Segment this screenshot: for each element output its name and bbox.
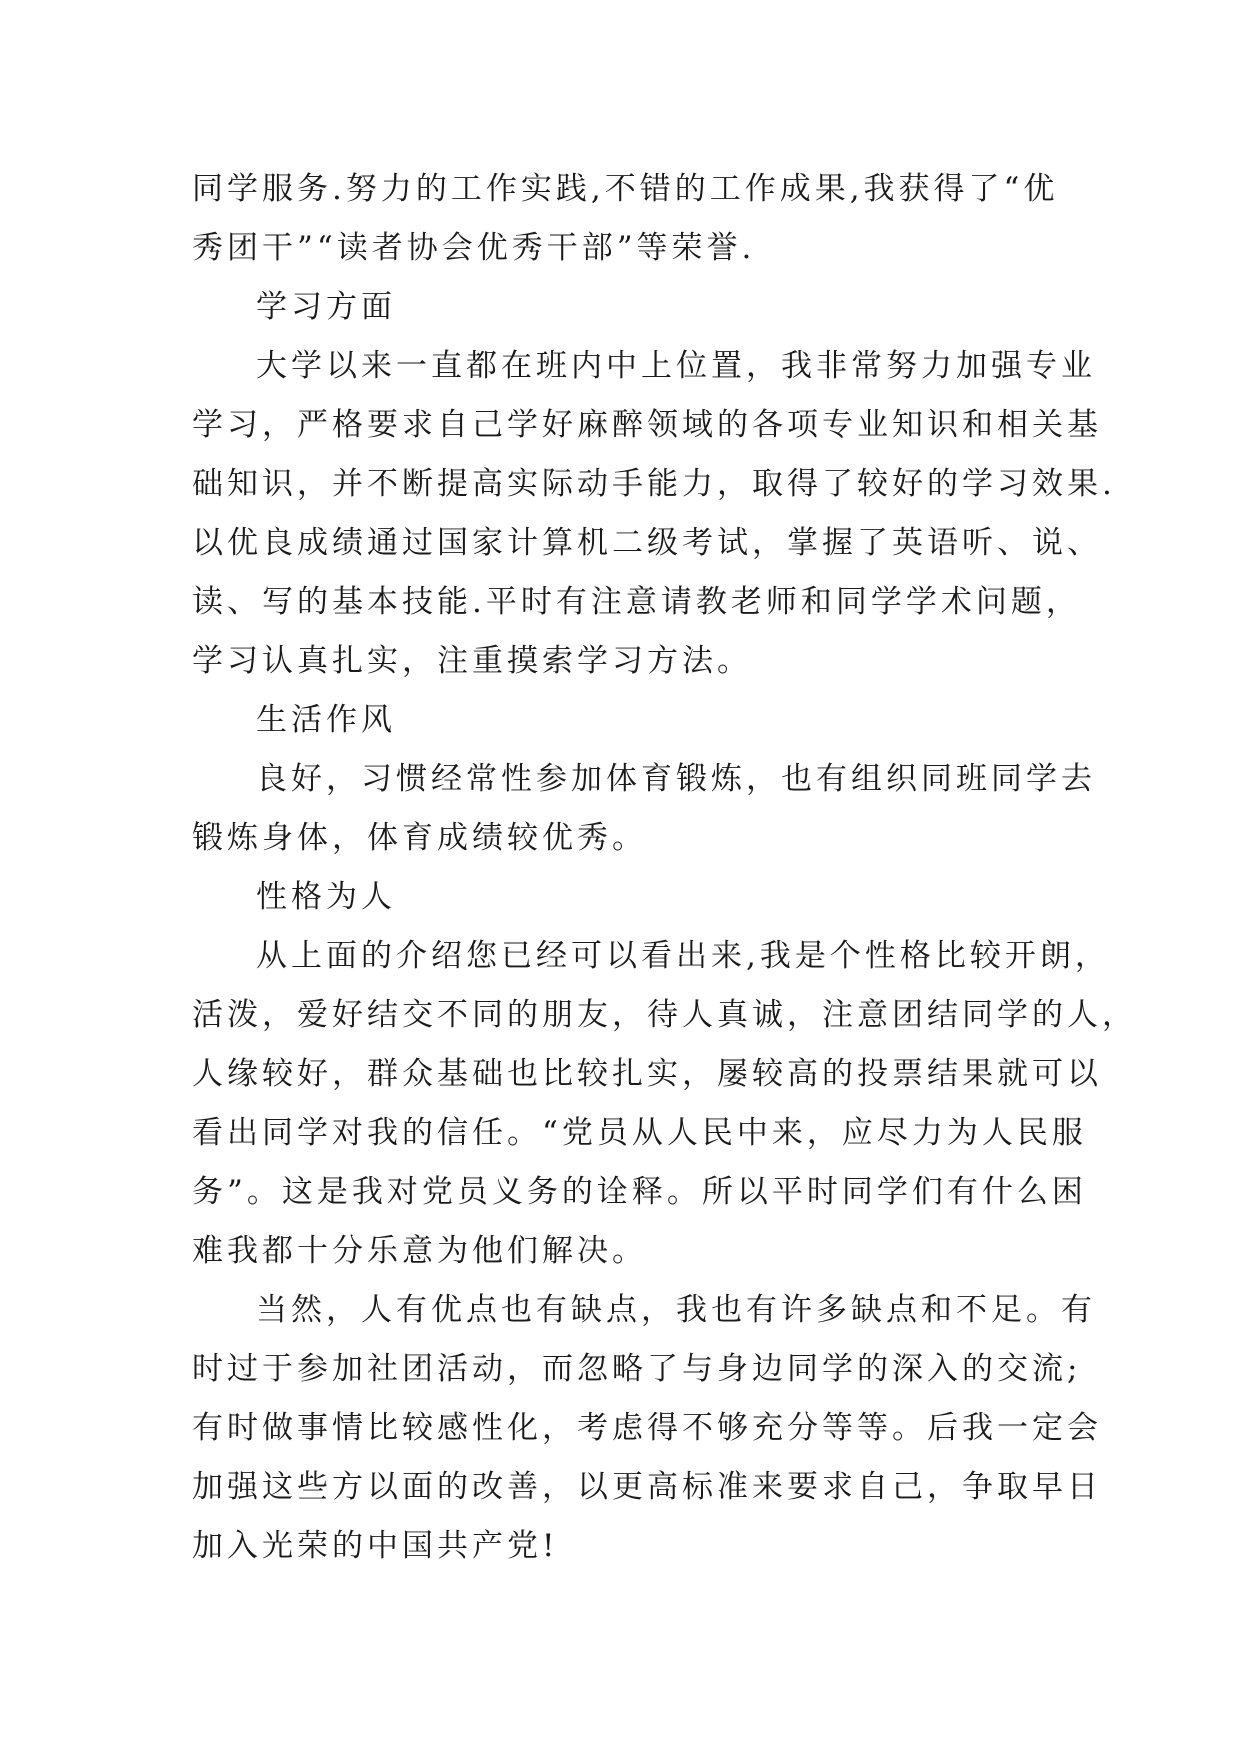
text-line: 学习认真扎实，注重摸索学习方法。: [192, 643, 752, 679]
document-body: [192, 160, 1137, 1576]
text-line: 读、写的基本技能.平时有注意请教老师和同学学术问题，: [192, 584, 1081, 620]
text-line: 础知识，并不断提高实际动手能力，取得了较好的学习效果.: [192, 466, 1116, 502]
text-line: 加强这些方以面的改善，以更高标准来要求自己，争取早日: [192, 1469, 1102, 1505]
text-line: 时过于参加社团活动，而忽略了与身边同学的深入的交流;: [192, 1351, 1082, 1387]
section-heading-personality: 性格为人: [256, 879, 396, 915]
text-line: 从上面的介绍您已经可以看出来,我是个性格比较开朗，: [256, 938, 1110, 974]
text-line: 大学以来一直都在班内中上位置，我非常努力加强专业: [256, 348, 1096, 384]
section-heading-lifestyle: 生活作风: [256, 702, 396, 738]
text-line: 务”。这是我对党员义务的诠释。所以平时同学们有什么困: [192, 1174, 1087, 1210]
text-line: 加入光荣的中国共产党!: [192, 1528, 559, 1564]
text-line: 锻炼身体，体育成绩较优秀。: [192, 820, 647, 856]
text-line: 秀团干”“读者协会优秀干部”等荣誉.: [192, 230, 756, 266]
text-line: 活泼，爱好结交不同的朋友，待人真诚，注意团结同学的人，: [192, 997, 1137, 1033]
text-line: 良好，习惯经常性参加体育锻炼，也有组织同班同学去: [256, 761, 1096, 797]
section-heading-study: 学习方面: [256, 289, 396, 325]
text-line: 看出同学对我的信任。“党员从人民中来，应尽力为人民服: [192, 1115, 1087, 1151]
text-line: 难我都十分乐意为他们解决。: [192, 1233, 647, 1269]
text-line: 以优良成绩通过国家计算机二级考试，掌握了英语听、说、: [192, 525, 1102, 561]
text-line: 学习，严格要求自己学好麻醉领域的各项专业知识和相关基: [192, 407, 1102, 443]
text-line: 人缘较好，群众基础也比较扎实，屡较高的投票结果就可以: [192, 1056, 1102, 1092]
text-line: 有时做事情比较感性化，考虑得不够充分等等。后我一定会: [192, 1410, 1102, 1446]
text-line: 同学服务.努力的工作实践,不错的工作成果,我获得了“优: [192, 171, 1059, 207]
text-line: 当然，人有优点也有缺点，我也有许多缺点和不足。有: [256, 1292, 1096, 1328]
